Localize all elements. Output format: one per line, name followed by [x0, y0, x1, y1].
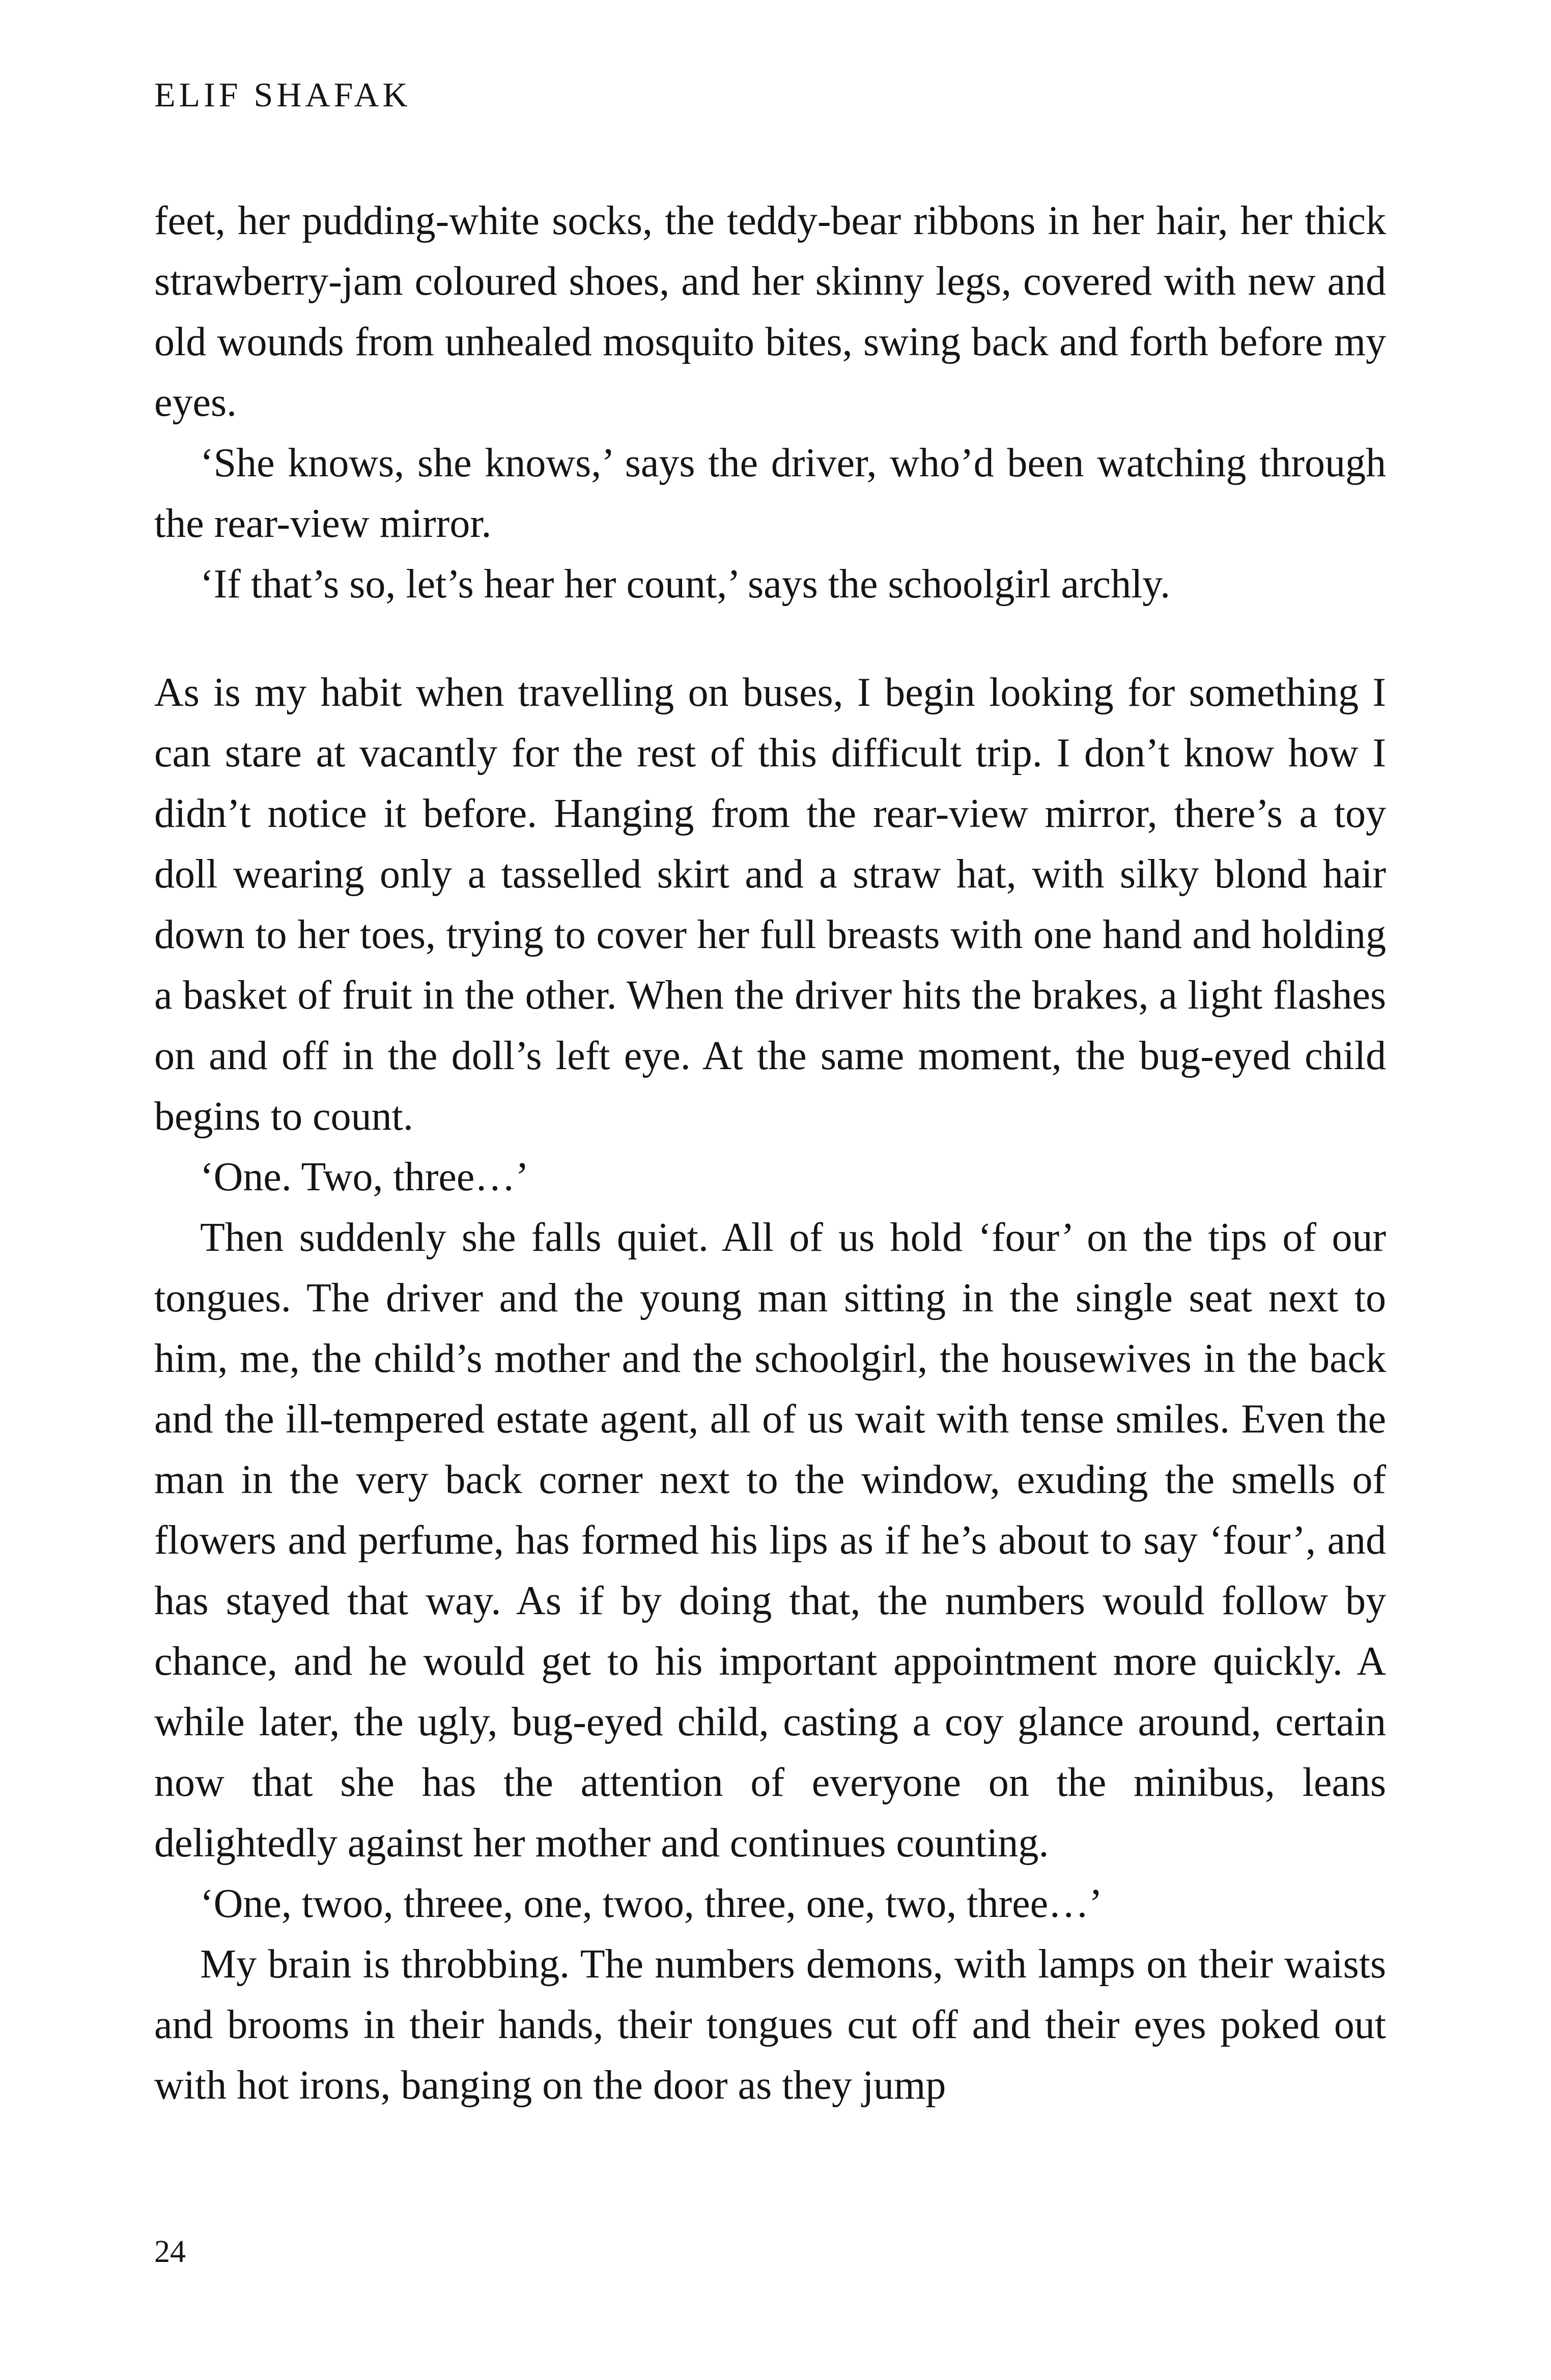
paragraph: ‘She knows, she knows,’ says the driver, who’d been watching through the rear-view mirror. — [154, 441, 1386, 546]
paragraph: As is my habit when travelling on buses, I begin looking for something I can stare at vacantly for the rest of this difficult trip. I don’t know how I didn’t notice it before. Hanging from the rear-view mirror, there’s a toy doll wearing only a tasselled skirt and a straw hat, with silky blond hair down to her toes, trying to cover her full breasts with one hand and holding a basket of fruit in the other. When the driver hits the brakes, a light flashes on and off in the doll’s left eye. At the same moment, the bug-eyed child begins to count. — [154, 670, 1386, 1139]
paragraph: My brain is throbbing. The numbers demons, with lamps on their waists and brooms in their hands, their tongues cut off and their eyes poked out with hot irons, banging on the door as they jump — [154, 1942, 1386, 2108]
paragraph: Then suddenly she falls quiet. All of us hold ‘four’ on the tips of our tongues. The driver and the young man sitting in the single seat next to him, me, the child’s mother and the schoolgirl, the housewives in the back and the ill-tempered estate agent, all of us wait with tense smiles. Even the man in the very back corner next to the window, exuding the smells of flowers and perfume, has formed his lips as if he’s about to say ‘four’, and has stayed that way. As if by doing that, the numbers would follow by chance, and he would get to his important appointment more quickly. A while later, the ugly, bug-eyed child, casting a coy glance around, certain now that she has the attention of everyone on the minibus, leans delightedly against her mother and continues counting. — [154, 1215, 1386, 1866]
paragraph: ‘If that’s so, let’s hear her count,’ says the schoolgirl archly. — [200, 562, 1171, 607]
page-number: 24 — [154, 2234, 186, 2269]
running-head: ELIF SHAFAK — [154, 75, 411, 114]
text-block-lower — [154, 663, 1386, 2116]
text-block-upper — [154, 191, 1386, 615]
paragraph: feet, her pudding-white socks, the teddy-bear ribbons in her hair, her thick strawberry-jam coloured shoes, and her skinny legs, covered with new and old wounds from unhealed mosquito bites, swing back and forth before my eyes. — [154, 198, 1386, 425]
paragraph: ‘One, twoo, threee, one, twoo, three, one, two, three…’ — [200, 1881, 1103, 1926]
paragraph: ‘One. Two, three…’ — [200, 1155, 529, 1199]
